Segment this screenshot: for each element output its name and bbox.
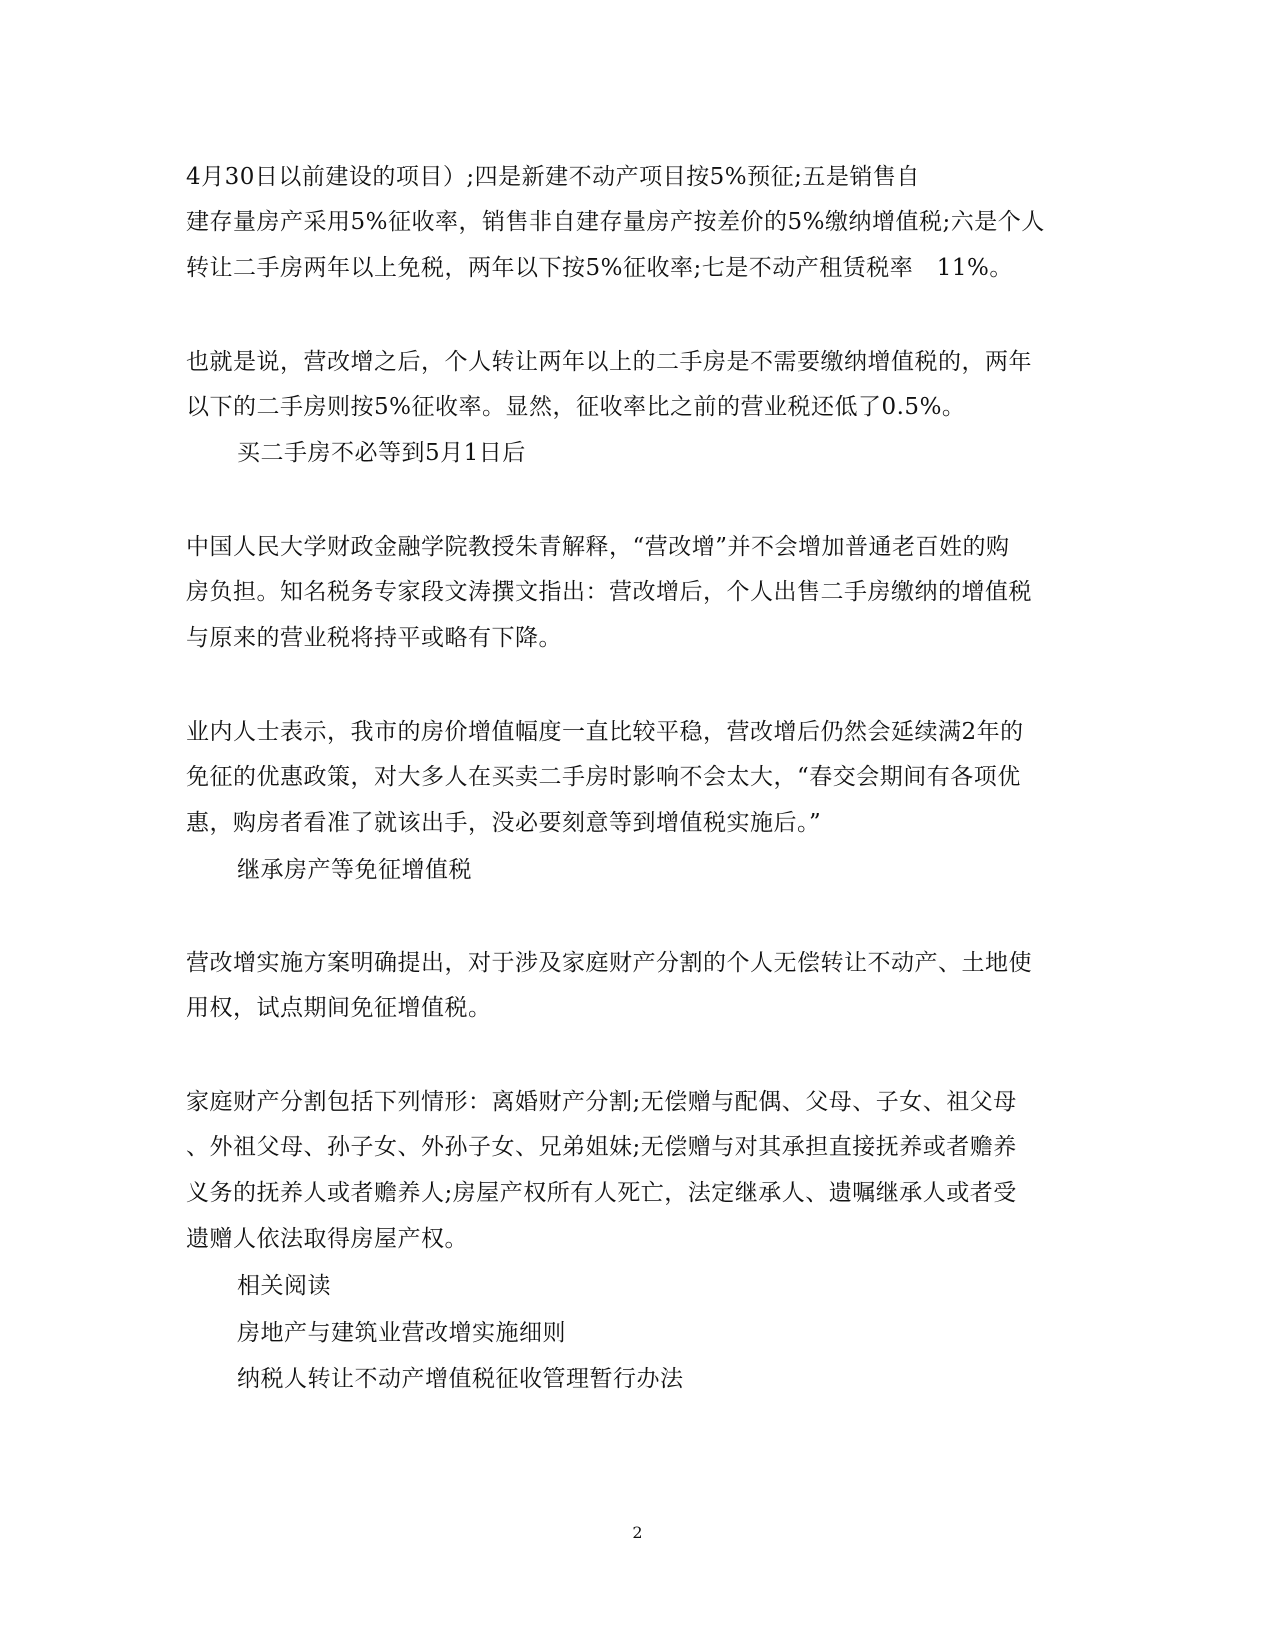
related-reading-title: 相关阅读 xyxy=(237,1273,331,1299)
paragraph-3-line-2: 房负担。知名税务专家段文涛撰文指出：营改增后，个人出售二手房缴纳的增值税 xyxy=(186,579,1032,605)
related-link-2[interactable]: 纳税人转让不动产增值税征收管理暂行办法 xyxy=(237,1366,684,1392)
related-link-1[interactable]: 房地产与建筑业营改增实施细则 xyxy=(237,1320,566,1346)
paragraph-6-line-3: 义务的抚养人或者赡养人;房屋产权所有人死亡，法定继承人、遗嘱继承人或者受 xyxy=(186,1180,1017,1206)
paragraph-4-line-3: 惠，购房者看准了就该出手，没必要刻意等到增值税实施后。” xyxy=(186,810,822,836)
paragraph-3-line-3: 与原来的营业税将持平或略有下降。 xyxy=(186,625,562,651)
paragraph-4-line-1: 业内人士表示，我市的房价增值幅度一直比较平稳，营改增后仍然会延续满2年的 xyxy=(186,719,1024,745)
paragraph-2-line-2: 以下的二手房则按5%征收率。显然，征收率比之前的营业税还低了0.5%。 xyxy=(186,394,966,420)
paragraph-1-line-1: 4月30日以前建设的项目）;四是新建不动产项目按5%预征;五是销售自 xyxy=(186,164,920,190)
paragraph-4-line-2: 免征的优惠政策，对大多人在买卖二手房时影响不会太大，“春交会期间有各项优 xyxy=(186,764,1021,790)
paragraph-5-line-1: 营改增实施方案明确提出，对于涉及家庭财产分割的个人无偿转让不动产、土地使 xyxy=(186,950,1032,976)
paragraph-5-line-2: 用权，试点期间免征增值税。 xyxy=(186,995,492,1021)
paragraph-6-line-1: 家庭财产分割包括下列情形：离婚财产分割;无偿赠与配偶、父母、子女、祖父母 xyxy=(186,1089,1017,1115)
paragraph-2-line-1: 也就是说，营改增之后，个人转让两年以上的二手房是不需要缴纳增值税的，两年 xyxy=(186,349,1032,375)
paragraph-1-line-3: 转让二手房两年以上免税，两年以下按5%征收率;七是不动产租赁税率 11%。 xyxy=(186,255,1013,281)
paragraph-1-line-2: 建存量房产采用5%征收率，销售非自建存量房产按差价的5%缴纳增值税;六是个人 xyxy=(186,209,1045,235)
section-heading-second-hand-house: 买二手房不必等到5月1日后 xyxy=(237,440,526,466)
paragraph-3-line-1: 中国人民大学财政金融学院教授朱青解释，“营改增”并不会增加普通老百姓的购 xyxy=(186,534,1010,560)
section-heading-inheritance: 继承房产等免征增值税 xyxy=(237,857,472,883)
paragraph-6-line-4: 遗赠人依法取得房屋产权。 xyxy=(186,1226,468,1252)
page-number: 2 xyxy=(632,1523,643,1542)
paragraph-6-line-2: 、外祖父母、孙子女、外孙子女、兄弟姐妹;无偿赠与对其承担直接抚养或者赡养 xyxy=(186,1134,1017,1160)
